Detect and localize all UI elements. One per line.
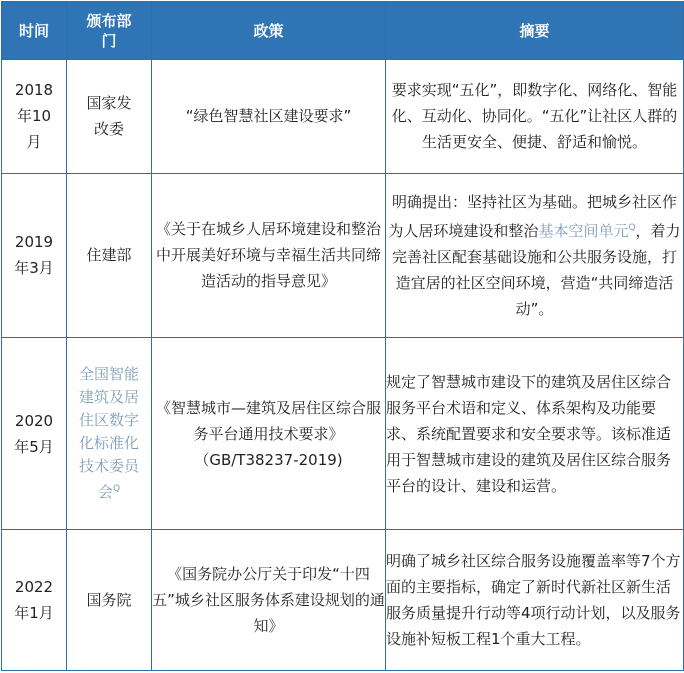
summary-text-c: ，着力完善社区配套基础设施和公共服务设施，打造宜居的社区空间环境，营造“共同缔造活动”。 — [391, 221, 681, 318]
table-row — [2, 338, 684, 530]
row-dept: 国家发改委 — [67, 60, 152, 174]
header-summary: 摘要 — [386, 2, 684, 60]
row-summary: 规定了智慧城市建设下的建筑及居住区综合服务平台术语和定义、体系架构及功能要求、系统配置要求和安全要求等。该标准适用于智慧城市建设的建筑及居住区综合服务平台的设计、建设和运营。 — [386, 338, 684, 530]
row-policy: 《国务院办公厅关于印发“十四五”城乡社区服务体系建设规划的通知》 — [152, 530, 386, 671]
row-summary: 要求实现“五化”，即数字化、网络化、智能化、互动化、协同化。“五化”让社区人群的生活更安全、便捷、舒适和愉悦。 — [386, 60, 684, 174]
table-row — [2, 530, 684, 671]
row-dept — [67, 338, 152, 530]
row-summary — [386, 173, 684, 338]
table-row — [2, 60, 684, 174]
summary-text-a: 明确提出：坚持社区为基础。把城乡社区作为人居环境建设和整治 — [388, 192, 677, 240]
header-row — [2, 2, 684, 60]
footnote-mark: Q — [628, 222, 636, 233]
row-date: 2020年5月 — [2, 338, 67, 530]
footnote-mark: Q — [112, 484, 121, 495]
dept-link-text[interactable]: 全国智能建筑及居住区数字化标准化技术委员会 — [79, 365, 140, 502]
row-policy: “绿色智慧社区建设要求” — [152, 60, 386, 174]
summary-link-text[interactable]: 基本空间单元 — [538, 221, 629, 240]
header-dept: 颁布部门 — [67, 2, 152, 60]
header-policy: 政策 — [152, 2, 386, 60]
row-dept: 国务院 — [67, 530, 152, 671]
row-summary: 明确了城乡社区综合服务设施覆盖率等7个方面的主要指标，确定了新时代新社区新生活服务质量提升行动等4项行动计划，以及服务设施补短板工程1个重大工程。 — [386, 530, 684, 671]
row-date: 2022年1月 — [2, 530, 67, 671]
row-date: 2018年10月 — [2, 60, 67, 174]
row-policy: 《智慧城市—建筑及居住区综合服务平台通用技术要求》（GB/T38237-2019) — [152, 338, 386, 530]
row-date: 2019年3月 — [2, 173, 67, 338]
row-dept: 住建部 — [67, 173, 152, 338]
policy-table — [1, 1, 684, 671]
table-row — [2, 173, 684, 338]
row-policy: 《关于在城乡人居环境建设和整治中开展美好环境与幸福生活共同缔造活动的指导意见》 — [152, 173, 386, 338]
header-date: 时间 — [2, 2, 67, 60]
